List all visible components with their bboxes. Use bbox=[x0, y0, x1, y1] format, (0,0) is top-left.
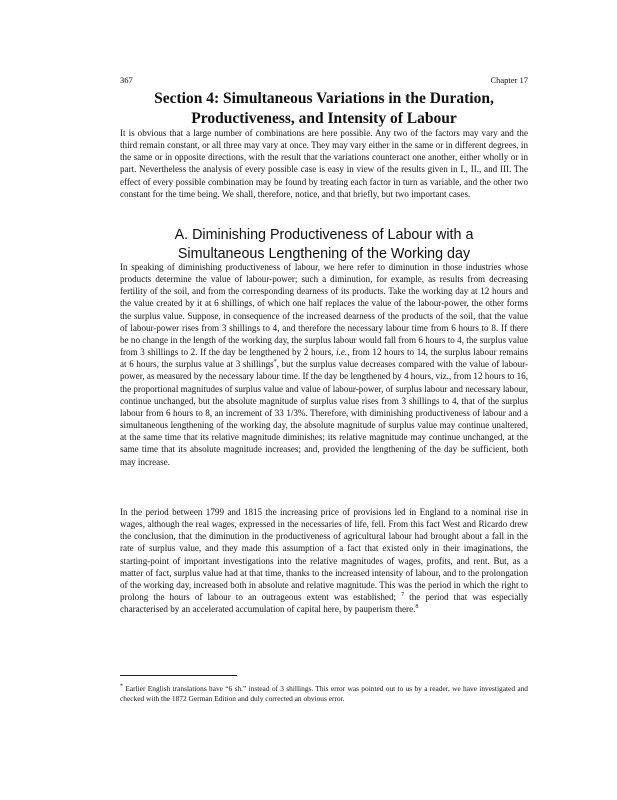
page-header bbox=[120, 75, 528, 85]
footnote bbox=[120, 684, 528, 705]
footnote-reference[interactable]: * bbox=[273, 359, 277, 366]
paragraph-text: the period that was especially characterised by an accelerated accumulation of capital here, by pauperism there. bbox=[120, 592, 528, 615]
subsection-title bbox=[120, 226, 528, 263]
section-title-line-1: Section 4: Simultaneous Variations in the Duration, bbox=[154, 90, 494, 107]
footnote-mark: * bbox=[120, 683, 123, 690]
footnote-reference[interactable]: 8 bbox=[415, 604, 419, 611]
paragraph-text: , but the surplus value decreases compared with the value of labour-power, as measured by the necessary labour time. If the day be lengthened by 4 hours, viz., from 12 hours to 16, the proportional magnitudes of surplus value and value of labour-power, of surplus labour and necessary labour, continue unchanged, but the absolute magnitude of surplus value rises from 3 shillings to 4, that of the surplus labour from 6 hours to 8, an increment of 33 1/3%. Therefore, with diminishing productiveness of labour and a simultaneous lengthening of the working day, the absolute magnitude of surplus value may continue unaltered, at the same time that its relative magnitude diminishes; its relative magnitude may continue unchanged, at the same time that its absolute magnitude increases; and, provided the lengthening of the day be sufficient, both may increase. bbox=[120, 359, 528, 467]
emphasis-text: i.e. bbox=[336, 347, 348, 358]
section-title-line-2: Productiveness, and Intensity of Labour bbox=[191, 110, 457, 127]
chapter-label: Chapter 17 bbox=[490, 75, 528, 85]
paragraph-text: In speaking of diminishing productiveness of labour, we here refer to diminution in those industries whose products determine the value of labour-power; such a diminution, for example, as results from decreasing fertility of the soil, and from the corresponding dearness of its products. Take the working day at 12 hours and the value created by it at 6 shillings, of which one half replaces the value of the labour-power, the other forms the surplus value. Suppose, in consequence of the increased dearness of the products of the soil, that the value of labour-power rises from 3 shillings to 4, and therefore the necessary labour time from 6 hours to 8. If there be no change in the length of the working day, the surplus labour would fall from 6 hours to 4, the surplus value from 3 shillings to 2. If the day be lengthened by 2 hours, bbox=[120, 262, 528, 358]
subsection-title-line-1: A. Diminishing Productiveness of Labour with a bbox=[174, 227, 474, 243]
paragraph-intro: It is obvious that a large number of combinations are here possible. Any two of the factors may vary and the third remain constant, or all three may vary at once. They may vary either in the same or in different degrees, in the same or in opposite directions, with the result that the variations counteract one another, either wholly or in part. Nevertheless the analysis of every possible case is easy in view of the results given in I., II., and III. The effect of every possible combination may be found by treating each factor in turn as variable, and the other two constant for the time being. We shall, therefore, notice, and that briefly, but two important cases. bbox=[120, 128, 528, 199]
subsection-title-line-2: Simultaneous Lengthening of the Working day bbox=[177, 245, 471, 262]
page-number: 367 bbox=[120, 75, 133, 85]
footnote-text: Earlier English translations have “6 sh.” instead of 3 shillings. This error was pointed out to us by a reader, we have investigated and checked with the 1872 German Edition and duly corrected an obvious error. bbox=[120, 684, 528, 704]
paragraph-text: , from 12 hours to 14, the surplus labour remains at 6 hours, the surplus value at 3 shillings bbox=[120, 347, 528, 370]
paragraph-historical-period bbox=[120, 506, 528, 615]
section-title bbox=[120, 89, 528, 129]
footnote-divider bbox=[120, 675, 237, 676]
paragraph-diminishing-productiveness bbox=[120, 261, 528, 468]
footnote-reference[interactable]: 7 bbox=[401, 592, 405, 599]
paragraph-text: In the period between 1799 and 1815 the increasing price of provisions led in England to a nominal rise in wages, although the real wages, expressed in the necessaries of life, fell. From this fact West and Ricardo drew the conclusion, that the diminution in the productiveness of agricultural labour had brought about a fall in the rate of surplus value, and they made this assumption of a fact that existed only in their imaginations, the starting-point of important investigations into the relative magnitudes of wages, profits, and rent. But, as a matter of fact, surplus value had at that time, thanks to the increased intensity of labour, and to the prolongation of the working day, increased both in absolute and relative magnitude. This was the period in which the right to prolong the hours of labour to an outrageous extent was established; bbox=[120, 507, 528, 603]
